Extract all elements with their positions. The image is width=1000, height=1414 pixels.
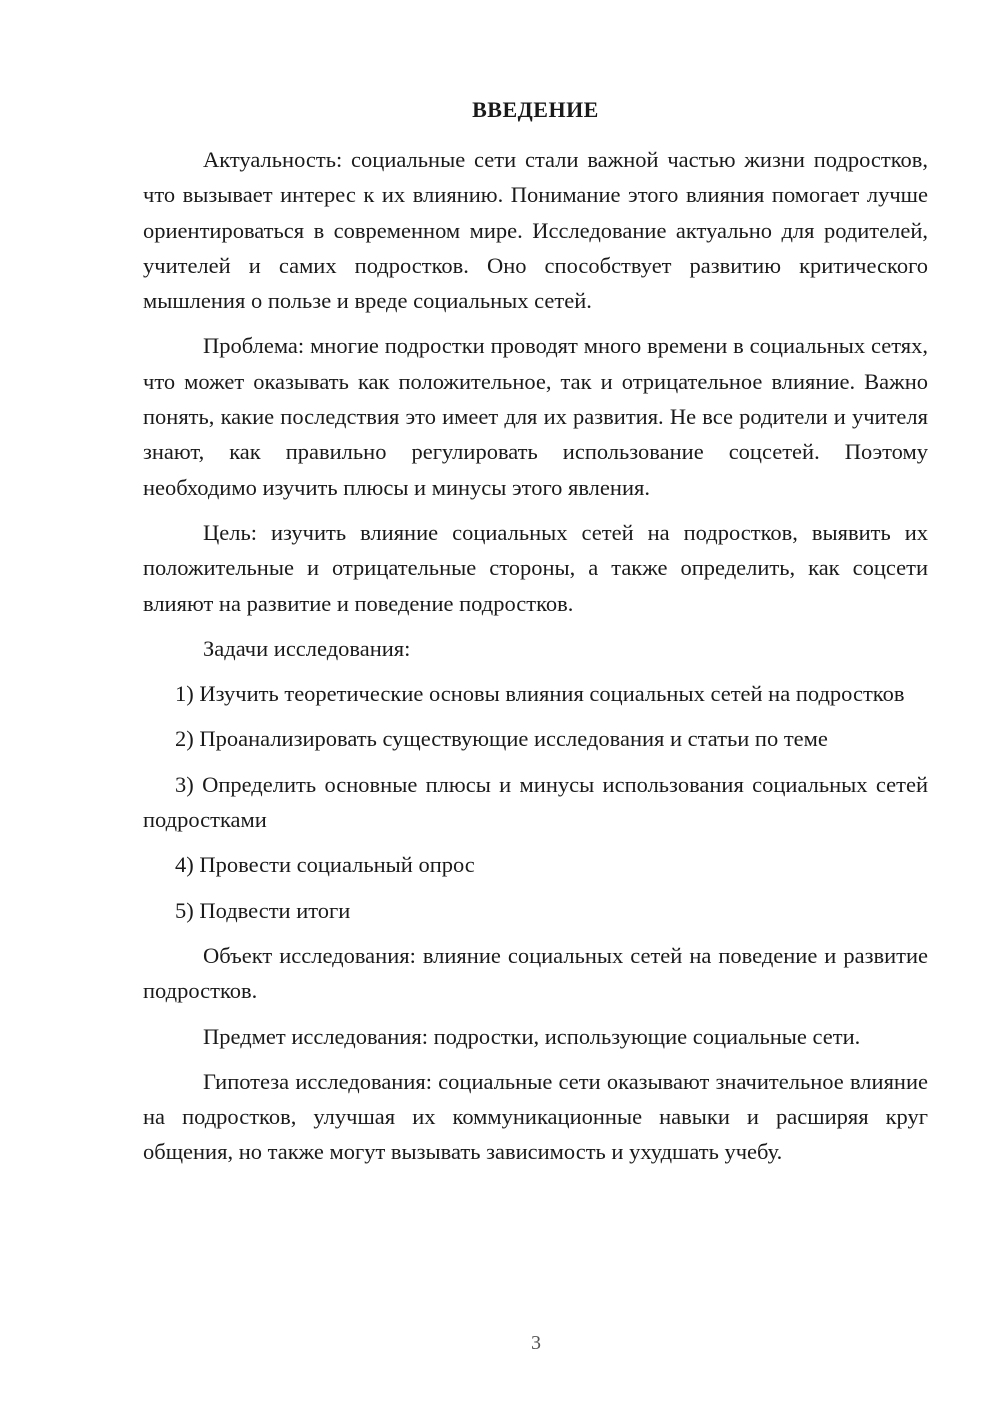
paragraph-hypothesis: Гипотеза исследования: социальные сети оказывают значительное влияние на подростков, улучшая их коммуникационные навыки и расширяя круг общения, но также могут вызывать зависимость и ухудшать учебу. xyxy=(143,1068,928,1165)
page-number: 3 xyxy=(531,1332,541,1354)
paragraph-object: Объект исследования: влияние социальных сетей на поведение и развитие подростков. xyxy=(143,942,928,1004)
page-content xyxy=(143,92,928,1180)
task-item-3: 3) Определить основные плюсы и минусы использования социальных сетей подростками xyxy=(143,771,928,833)
section-title: ВВЕДЕНИЕ xyxy=(472,97,599,122)
task-item-2: 2) Проанализировать существующие исследования и статьи по теме xyxy=(175,726,828,752)
paragraph-relevance: Актуальность: социальные сети стали важной частью жизни подростков, что вызывает интерес к их влиянию. Понимание этого влияния помогает лучше ориентироваться в современном мире. Исследование актуально для родителей, учителей и самих подростков. Оно способствует развитию критического мышления о пользе и вреде социальных сетей. xyxy=(143,147,928,314)
paragraph-goal: Цель: изучить влияние социальных сетей на подростков, выявить их положительные и отрицательные стороны, а также определить, как соцсети влияют на развитие и поведение подростков. xyxy=(143,519,928,616)
paragraph-tasks-heading: Задачи исследования: xyxy=(203,635,411,661)
paragraph-problem: Проблема: многие подростки проводят много времени в социальных сетях, что может оказывать как положительное, так и отрицательное влияние. Важно понять, какие последствия это имеет для их развития. Не все родители и учителя знают, как правильно регулировать использование соцсетей. Поэтому необходимо изучить плюсы и минусы этого явления. xyxy=(143,333,928,500)
task-item-5: 5) Подвести итоги xyxy=(175,897,351,923)
task-item-4: 4) Провести социальный опрос xyxy=(175,852,475,878)
paragraph-subject: Предмет исследования: подростки, использующие социальные сети. xyxy=(203,1023,861,1049)
task-item-1: 1) Изучить теоретические основы влияния социальных сетей на подростков xyxy=(175,681,905,707)
